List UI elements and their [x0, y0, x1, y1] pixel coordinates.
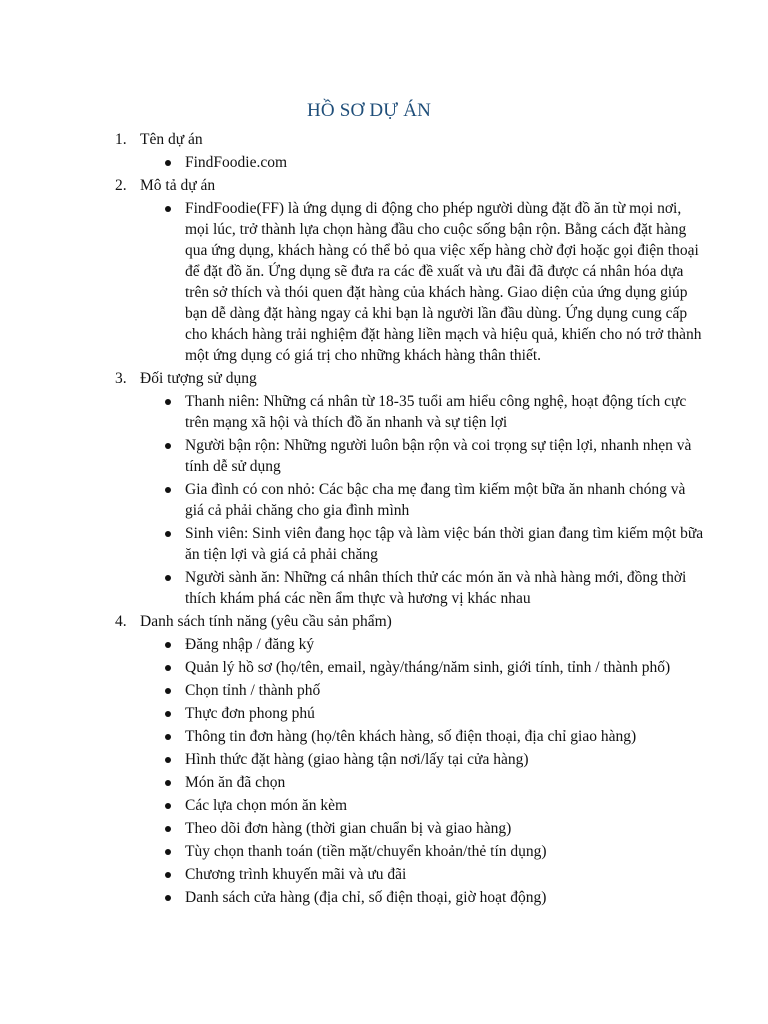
list-item-text: FindFoodie.com [185, 154, 288, 171]
bullet-icon [165, 642, 171, 648]
bullet-list [140, 152, 768, 173]
document-title: HỒ SƠ DỰ ÁN [306, 100, 432, 121]
bullet-icon [165, 872, 171, 878]
list-item [140, 795, 705, 816]
list-item [140, 749, 705, 770]
bullet-icon [165, 531, 171, 537]
section-number: 1. [115, 131, 127, 148]
bullet-icon [165, 895, 171, 901]
section-heading: Đối tượng sử dụng [140, 370, 257, 387]
section-list [0, 129, 768, 910]
list-item-text: Thanh niên: Những cá nhân từ 18-35 tuổi am hiểu công nghệ, hoạt động tích cực trên mạng xã hội và thích đồ ăn nhanh và sự tiện lợi [185, 393, 687, 431]
list-item-text: Thông tin đơn hàng (họ/tên khách hàng, số điện thoại, địa chỉ giao hàng) [185, 728, 637, 745]
bullet-icon [165, 160, 171, 166]
list-item-text: Hình thức đặt hàng (giao hàng tận nơi/lấy tại cửa hàng) [185, 751, 529, 768]
bullet-icon [165, 487, 171, 493]
section-1 [0, 129, 768, 173]
section-number: 2. [115, 177, 127, 194]
bullet-icon [165, 688, 171, 694]
section-number: 3. [115, 370, 127, 387]
list-item-text: FindFoodie(FF) là ứng dụng di động cho phép người dùng đặt đồ ăn từ mọi nơi, mọi lúc, trở thành lựa chọn hàng đầu cho cuộc sống bận rộn. Bằng cách đặt hàng qua ứng dụng, khách hàng có thể bỏ qua việc xếp hàng chờ đợi hoặc gọi điện thoại để đặt đồ ăn. Ứng dụng sẽ đưa ra các đề xuất và ưu đãi đã được cá nhân hóa dựa trên sở thích và thói quen đặt hàng của khách hàng. Giao diện của ứng dụng giúp bạn dễ dàng đặt hàng ngay cả khi bạn là người lần đầu dùng. Ứng dụng cung cấp cho khách hàng trải nghiệm đặt hàng liền mạch và hiệu quả, khiến cho nó trở thành một ứng dụng có giá trị cho những khách hàng thân thiết. [185, 200, 702, 364]
list-item [140, 567, 705, 609]
bullet-icon [165, 734, 171, 740]
bullet-list [140, 634, 768, 908]
list-item [140, 887, 705, 908]
list-item [140, 726, 705, 747]
list-item-text: Thực đơn phong phú [185, 705, 315, 722]
list-item [140, 864, 705, 885]
list-item-text: Người sành ăn: Những cá nhân thích thử các món ăn và nhà hàng mới, đồng thời thích khám phá các nền ẩm thực và hương vị khác nhau [185, 569, 687, 607]
section-number: 4. [115, 613, 127, 630]
bullet-icon [165, 665, 171, 671]
list-item [140, 391, 705, 433]
list-item-text: Danh sách cửa hàng (địa chỉ, số điện thoại, giờ hoạt động) [185, 889, 547, 906]
bullet-icon [165, 826, 171, 832]
list-item-text: Sinh viên: Sinh viên đang học tập và làm việc bán thời gian đang tìm kiếm một bữa ăn tiện lợi và giá cả phải chăng [185, 525, 704, 563]
bullet-icon [165, 803, 171, 809]
bullet-icon [165, 575, 171, 581]
bullet-icon [165, 757, 171, 763]
list-item [140, 841, 705, 862]
list-item [140, 523, 705, 565]
bullet-list [140, 198, 768, 366]
list-item [140, 198, 705, 366]
bullet-icon [165, 206, 171, 212]
bullet-icon [165, 711, 171, 717]
list-item [140, 435, 705, 477]
list-item-text: Các lựa chọn món ăn kèm [185, 797, 348, 814]
section-3 [0, 368, 768, 609]
list-item [140, 703, 705, 724]
list-item-text: Tùy chọn thanh toán (tiền mặt/chuyển khoản/thẻ tín dụng) [185, 843, 547, 860]
list-item [140, 152, 705, 173]
section-heading: Mô tả dự án [140, 177, 216, 194]
list-item-text: Quản lý hồ sơ (họ/tên, email, ngày/tháng/năm sinh, giới tính, tỉnh / thành phố) [185, 659, 671, 676]
list-item-text: Món ăn đã chọn [185, 774, 286, 791]
bullet-icon [165, 399, 171, 405]
list-item [140, 818, 705, 839]
list-item-text: Người bận rộn: Những người luôn bận rộn và coi trọng sự tiện lợi, nhanh nhẹn và tính dễ sử dụng [185, 437, 692, 475]
list-item-text: Theo dõi đơn hàng (thời gian chuẩn bị và giao hàng) [185, 820, 512, 837]
bullet-icon [165, 780, 171, 786]
list-item [140, 479, 705, 521]
section-heading: Tên dự án [140, 131, 203, 148]
list-item [140, 657, 705, 678]
bullet-icon [165, 443, 171, 449]
section-4 [0, 611, 768, 908]
list-item-text: Đăng nhập / đăng ký [185, 636, 315, 653]
list-item-text: Chương trình khuyến mãi và ưu đãi [185, 866, 407, 883]
section-2 [0, 175, 768, 366]
section-heading: Danh sách tính năng (yêu cầu sản phẩm) [140, 613, 392, 630]
list-item-text: Chọn tỉnh / thành phố [185, 682, 321, 699]
list-item [140, 680, 705, 701]
bullet-icon [165, 849, 171, 855]
list-item [140, 634, 705, 655]
bullet-list [140, 391, 768, 609]
list-item-text: Gia đình có con nhỏ: Các bậc cha mẹ đang tìm kiếm một bữa ăn nhanh chóng và giá cả phải chăng cho gia đình mình [185, 481, 686, 519]
list-item [140, 772, 705, 793]
